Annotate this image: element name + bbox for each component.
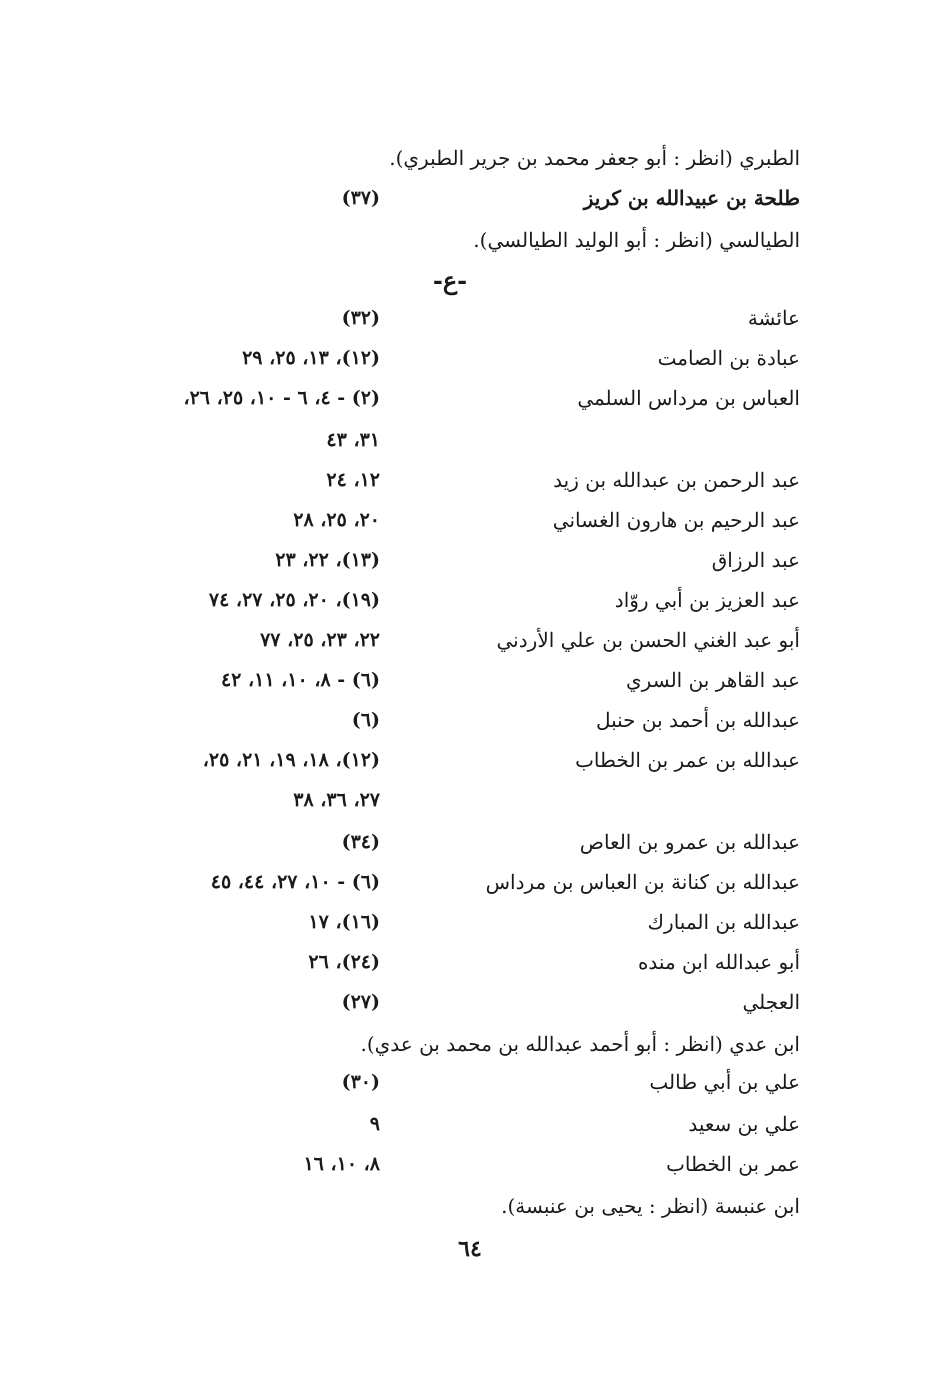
entry-page-refs: ٢٠، ٢٥، ٢٨ <box>293 509 380 531</box>
entry-page-refs: (١٩)، ٢٠، ٢٥، ٢٧، ٧٤ <box>208 589 380 611</box>
entry-page-refs: (٦) - ١٠، ٢٧، ٤٤، ٤٥ <box>210 871 380 893</box>
entry-name: عبد الرزاق <box>711 548 800 572</box>
index-entry-continuation <box>0 780 940 820</box>
entry-page-refs: (١٣)، ٢٢، ٢٣ <box>275 549 380 571</box>
index-entry <box>0 942 940 982</box>
entry-page-refs: (٣٠) <box>341 1071 380 1093</box>
entry-name: عائشة <box>747 306 800 330</box>
entry-page-refs: ٢٢، ٢٣، ٢٥، ٧٧ <box>260 629 380 651</box>
index-entry <box>0 500 940 540</box>
see-reference-text: الطيالسي (انظر : أبو الوليد الطيالسي). <box>473 228 800 252</box>
entry-name: عبد الرحيم بن هارون الغساني <box>552 508 800 532</box>
see-reference-text: ابن عدي (انظر : أبو أحمد عبدالله بن محمد بن عدي). <box>360 1032 800 1056</box>
see-reference-text: الطبري (انظر : أبو جعفر محمد بن جرير الطبري). <box>389 146 800 170</box>
entry-name: عبدالله بن كنانة بن العباس بن مرداس <box>485 870 800 894</box>
entry-name: عبد الرحمن بن عبدالله بن زيد <box>553 468 800 492</box>
entry-page-refs: (٢٧) <box>341 991 380 1013</box>
entry-name: عمر بن الخطاب <box>666 1152 800 1176</box>
index-entry <box>0 460 940 500</box>
index-entry <box>0 902 940 942</box>
index-entry <box>0 338 940 378</box>
entry-name: علي بن أبي طالب <box>649 1070 800 1094</box>
index-entry <box>0 1104 940 1144</box>
index-entry-see-ibn-anbasa <box>0 1186 940 1226</box>
index-entry <box>0 298 940 338</box>
entry-name: عبد القاهر بن السري <box>626 668 800 692</box>
page-number: ٦٤ <box>458 1236 482 1262</box>
entry-name: عبدالله بن المبارك <box>647 910 800 934</box>
entry-name: عبدالله بن أحمد بن حنبل <box>595 708 800 732</box>
entry-name: أبو عبدالله ابن منده <box>637 950 800 974</box>
entry-page-refs: ٣١، ٤٣ <box>326 429 380 451</box>
index-entry-continuation <box>0 420 940 460</box>
index-entry <box>0 580 940 620</box>
entry-page-refs: (٣٧) <box>341 187 380 209</box>
entry-name: علي بن سعيد <box>688 1112 800 1136</box>
entry-page-refs: ١٢، ٢٤ <box>326 469 380 491</box>
index-entry <box>0 822 940 862</box>
entry-name: عبدالله بن عمرو بن العاص <box>579 830 800 854</box>
entry-page-refs: ٩ <box>369 1113 380 1135</box>
index-entry-see-ibn-adi <box>0 1024 940 1064</box>
entry-page-refs: (٦) <box>351 709 380 731</box>
see-reference-text: ابن عنبسة (انظر : يحيى بن عنبسة). <box>501 1194 800 1218</box>
entry-page-refs: (١٦)، ١٧ <box>308 911 380 933</box>
entry-name: أبو عبد الغني الحسن بن علي الأردني <box>496 628 800 652</box>
entry-name: طلحة بن عبيدالله بن كريز <box>583 186 800 210</box>
index-entry <box>0 660 940 700</box>
section-letter-ain: -ع- <box>432 266 468 295</box>
entry-name: العجلي <box>742 990 800 1014</box>
index-entry <box>0 178 940 218</box>
entry-page-refs: ٢٧، ٣٦، ٣٨ <box>293 789 380 811</box>
entry-page-refs: (٢٤)، ٢٦ <box>308 951 380 973</box>
index-entry <box>0 1062 940 1102</box>
index-entry-see-tabari <box>0 138 940 178</box>
entry-name: العباس بن مرداس السلمي <box>577 386 800 410</box>
entry-name: عبادة بن الصامت <box>657 346 800 370</box>
index-entry <box>0 862 940 902</box>
entry-page-refs: (٦) - ٨، ١٠، ١١، ٤٢ <box>220 669 380 691</box>
index-entry <box>0 740 940 780</box>
index-entry <box>0 540 940 580</box>
entry-name: عبدالله بن عمر بن الخطاب <box>575 748 800 772</box>
index-entry-see-tayalisi <box>0 220 940 260</box>
index-entry <box>0 982 940 1022</box>
index-entry <box>0 1144 940 1184</box>
entry-page-refs: (٢) - ٤، ٦ - ١٠، ٢٥، ٢٦، <box>183 387 380 409</box>
entry-page-refs: (٣٢) <box>341 307 380 329</box>
entry-page-refs: (٣٤) <box>341 831 380 853</box>
entry-page-refs: (١٢)، ١٨، ١٩، ٢١، ٢٥، <box>202 749 380 771</box>
entry-name: عبد العزيز بن أبي روّاد <box>614 588 800 612</box>
index-entry <box>0 700 940 740</box>
index-entry <box>0 620 940 660</box>
entry-page-refs: (١٢)، ١٣، ٢٥، ٢٩ <box>242 347 380 369</box>
index-entry <box>0 378 940 418</box>
entry-page-refs: ٨، ١٠، ١٦ <box>303 1153 380 1175</box>
